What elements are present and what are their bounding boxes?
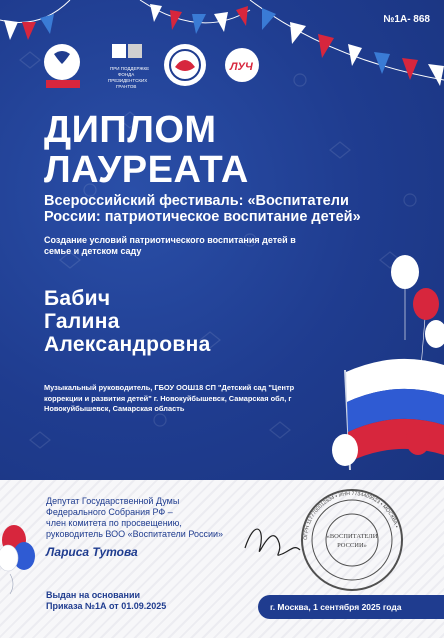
presidential-grants-logo-icon: [108, 44, 149, 89]
basis-line-1: Выдан на основании: [46, 590, 141, 600]
basis-text: [46, 590, 166, 612]
document-number: №1А- 868: [383, 14, 430, 25]
svg-text:ОГРН 1177700012934 • ИНН 77344: ОГРН 1177700012934 • ИНН 7734409523 • МОСКВА •: [302, 490, 400, 541]
svg-text:ЛУЧ: ЛУЧ: [230, 61, 253, 73]
recipient-name: [44, 287, 211, 356]
round-emblem-logo-icon: [164, 44, 206, 86]
svg-text:ГРАНТОВ: ГРАНТОВ: [116, 84, 137, 89]
recipient-position: Музыкальный руководитель, ГБОУ ООШ18 СП "Детский сад "Центр коррекции и развития детей" г. Новокуйбышевск, Самарская обл, г Новокуйбышевск, Самарская область: [44, 383, 295, 413]
title-line-1: ДИПЛОМ: [44, 109, 217, 151]
deputy-line-4: руководитель ВОО «Воспитатели России»: [46, 529, 224, 539]
deputy-block: [46, 496, 246, 540]
svg-text:«ВОСПИТАТЕЛИ: «ВОСПИТАТЕЛИ: [326, 533, 378, 540]
place-date: г. Москва, 1 сентября 2025 года: [270, 602, 402, 612]
luch-logo-icon: [225, 48, 259, 82]
deputy-line-1: Депутат Государственной Думы: [46, 496, 180, 506]
topic-text: Создание условий патриотического воспитания детей в семье и детском саду: [44, 235, 296, 256]
svg-text:РОССИИ»: РОССИИ»: [337, 542, 367, 549]
deputy-line-3: член комитета по просвещению,: [46, 518, 182, 528]
deputy-line-2: Федерального Собрания РФ –: [46, 507, 173, 517]
recipient-first-name: Галина: [44, 310, 120, 333]
festival-logo-icon: [44, 44, 80, 88]
recipient-patronymic: Александровна: [44, 333, 211, 356]
deputy-name: Лариса Тутова: [46, 545, 138, 559]
title-line-2: ЛАУРЕАТА: [44, 149, 249, 191]
festival-name: Всероссийский фестиваль: «Воспитатели России: патриотическое воспитание детей»: [44, 193, 361, 225]
recipient-surname: Бабич: [44, 287, 111, 310]
basis-line-2: Приказа №1А от 01.09.2025: [46, 601, 167, 611]
logos-row: [40, 40, 270, 94]
svg-text:ПРИ ПОДДЕРЖКЕ: ПРИ ПОДДЕРЖКЕ: [110, 66, 150, 71]
stamp: [302, 490, 402, 590]
svg-text:ПРЕЗИДЕНТСКИХ: ПРЕЗИДЕНТСКИХ: [108, 78, 148, 83]
diploma-title: [44, 110, 249, 190]
svg-text:ФОНДА: ФОНДА: [118, 72, 135, 77]
